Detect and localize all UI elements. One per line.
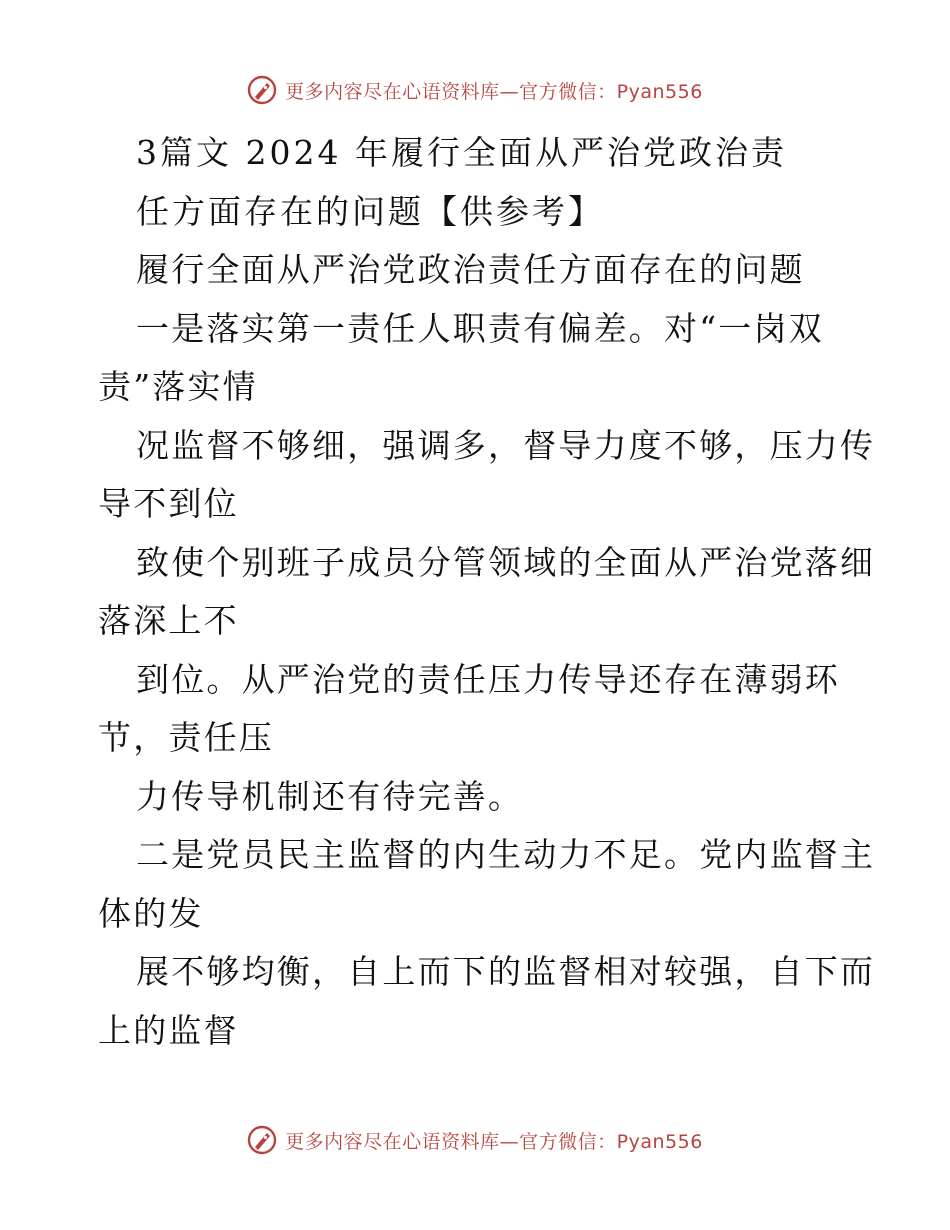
- section-heading: 履行全面从严治党政治责任方面存在的问题: [136, 250, 805, 289]
- watermark-text: 更多内容尽在心语资料库—官方微信：Pyan556: [285, 1130, 703, 1153]
- paragraph-line: 上的监督: [98, 1010, 239, 1050]
- header-watermark: [0, 70, 950, 110]
- paragraph-line: 落深上不: [98, 601, 239, 640]
- document-title-line-2: 任方面存在的问题【供参考】: [136, 191, 604, 231]
- paragraph-line: 导不到位: [98, 484, 239, 523]
- document-title-line-1: 3篇文 2024 年履行全面从严治党政治责: [136, 133, 787, 172]
- watermark-text: 更多内容尽在心语资料库—官方微信：Pyan556: [285, 80, 703, 103]
- pen-nib-logo-icon: [247, 75, 277, 105]
- footer-watermark: [0, 1120, 950, 1160]
- paragraph-line: 力传导机制还有待完善。: [136, 776, 524, 816]
- paragraph-line: 致使个别班子成员分管领域的全面从严治党落细: [136, 542, 876, 582]
- document-body: [98, 124, 876, 1060]
- paragraph-line: 责”落实情: [98, 367, 258, 406]
- pen-nib-logo-icon: [247, 1125, 277, 1155]
- paragraph-line: 二是党员民主监督的内生动力不足。党内监督主: [136, 835, 876, 874]
- paragraph-line: 展不够均衡，自上而下的监督相对较强，自下而: [136, 952, 876, 991]
- paragraph-line: 节，责任压: [98, 718, 274, 757]
- paragraph-line: 到位。从严治党的责任压力传导还存在薄弱环: [136, 659, 840, 699]
- paragraph-line: 一是落实第一责任人职责有偏差。对“一岗双: [136, 308, 824, 348]
- paragraph-line: 况监督不够细，强调多，督导力度不够，压力传: [136, 425, 876, 465]
- paragraph-line: 体的发: [98, 893, 204, 933]
